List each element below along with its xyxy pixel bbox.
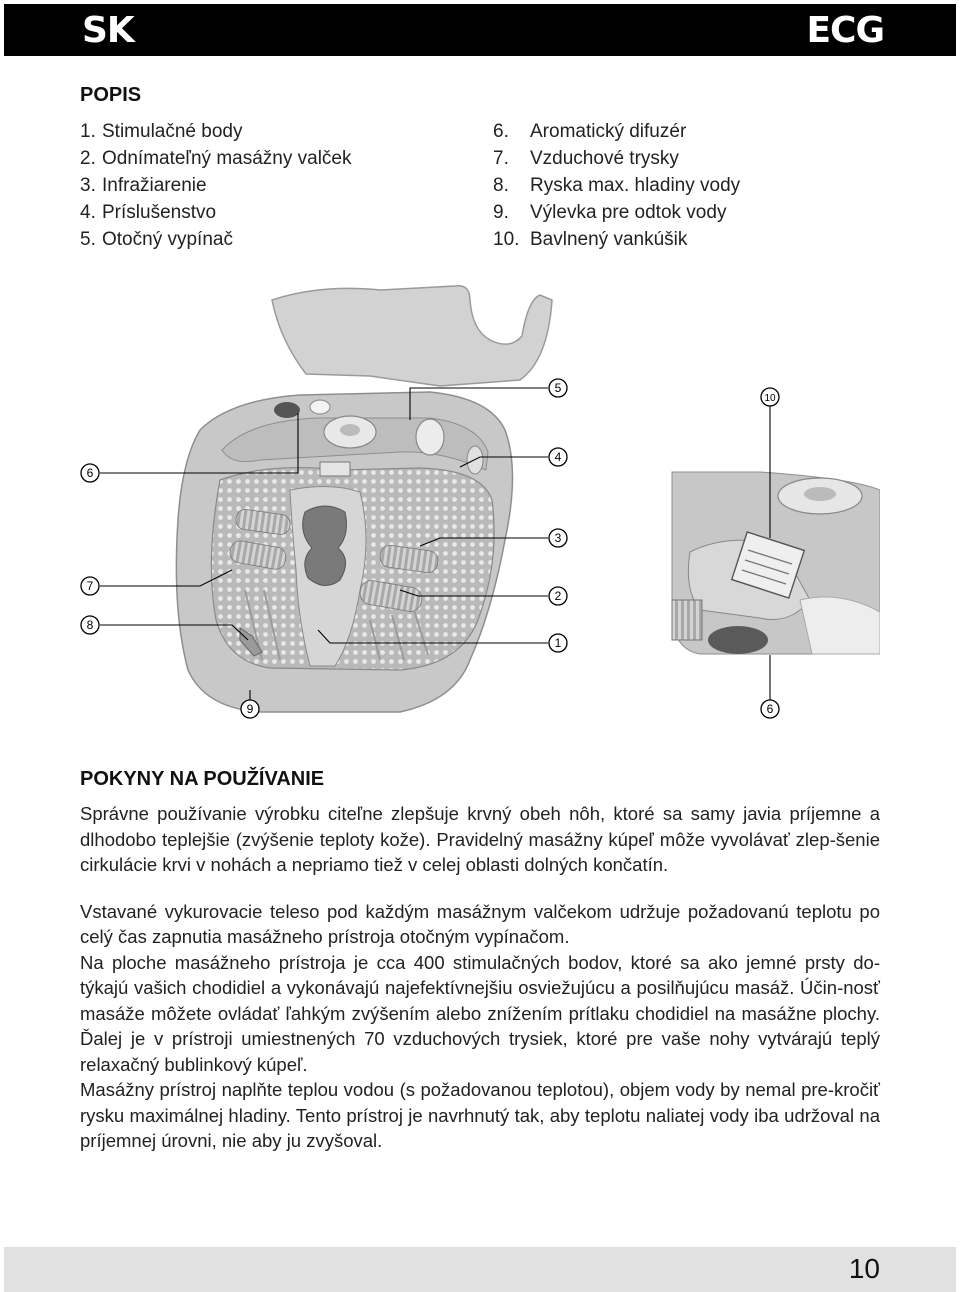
callout-6b: [761, 700, 779, 718]
page-number: 10: [848, 1253, 880, 1284]
paragraph: Vstavané vykurovacie teleso pod každým masážnym valčekom udržuje požadovanú teplotu po celý čas zapnutia masážneho prístroja otočným vypínačom.: [80, 900, 880, 947]
svg-text:7: 7: [86, 579, 94, 593]
parts-list-left: [80, 118, 351, 253]
instructions-body: [80, 801, 880, 1154]
svg-text:5: 5: [554, 381, 562, 395]
page-header: [4, 4, 956, 56]
callout-6a: [81, 464, 99, 482]
list-item: 5. Otočný vypínač: [80, 229, 233, 250]
svg-text:1: 1: [554, 636, 562, 650]
callout-10: [761, 388, 779, 406]
callout-1: [549, 634, 567, 652]
callout-5: [549, 379, 567, 397]
section-title-popis: POPIS: [80, 84, 142, 106]
list-item: 1. Stimulačné body: [80, 121, 243, 142]
foot-spa-main-view: [176, 286, 552, 712]
svg-text:6: 6: [766, 702, 774, 716]
paragraph: Na ploche masážneho prístroja je cca 400 stimulačných bodov, ktoré sa ako jemné prsty do-týkajú vašich chodidiel a vykonávajú najefektívnejšiu osviežujúcu a posilňujúcu masáž. Účin-nosť masáže môžete ovládať ľahkým zvýšením alebo znížením prítlaku chodidiel na masážne plochy. Ďalej je v prístroji umiestnených 70 vzduchových trysiek, ktoré pre vaše nohy vytvárajú teplý relaxačný bublinkový kúpeľ.: [80, 951, 880, 1075]
svg-text:6: 6: [86, 466, 94, 480]
list-item: 3. Infražiarenie: [80, 175, 207, 196]
callout-7: [81, 577, 99, 595]
svg-text:2: 2: [554, 589, 562, 603]
list-item: 10. Bavlnený vankúšik: [493, 229, 688, 250]
list-item: 7. Vzduchové trysky: [493, 148, 679, 169]
list-item: 9. Výlevka pre odtok vody: [493, 202, 727, 223]
svg-text:3: 3: [554, 531, 562, 545]
language-code: SK: [82, 10, 134, 51]
paragraph: Správne používanie výrobku citeľne zlepšuje krvný obeh nôh, ktoré sa samy javia príjemne a dlhodobo teplejšie (zvýšenie teploty kože). Pravidelný masážny kúpeľ môže vyvolávať zlep-šenie cirkulácie krvi v nohách a nepriamo tiež v celej oblasti dolných končatín.: [80, 803, 880, 875]
callout-8: [81, 616, 99, 634]
list-item: 2. Odnímateľný masážny valček: [80, 148, 352, 169]
paragraph: Masážny prístroj naplňte teplou vodou (s požadovanou teplotou), objem vody by nemal pre-kročiť rysku maximálnej hladiny. Tento prístroj je navrhnutý tak, aby teplotu naliatej vody iba udržoval na príjemnej úrovni, nie aby ju zvyšoval.: [80, 1079, 880, 1151]
callout-3: [549, 529, 567, 547]
parts-list-right: [493, 118, 740, 253]
page-footer: [4, 1247, 956, 1292]
detail-inset: [668, 472, 880, 654]
brand-logo: ECG: [806, 10, 884, 51]
callout-9: [241, 700, 259, 718]
callout-4: [549, 448, 567, 466]
list-item: 8. Ryska max. hladiny vody: [493, 175, 741, 196]
svg-text:10: 10: [764, 393, 776, 404]
svg-text:9: 9: [246, 702, 254, 716]
svg-text:8: 8: [86, 618, 94, 632]
list-item: 6. Aromatický difuzér: [493, 121, 687, 142]
callout-2: [549, 587, 567, 605]
list-item: 4. Príslušenstvo: [80, 202, 217, 223]
svg-text:4: 4: [554, 450, 562, 464]
foot-spa-illustration: [80, 280, 880, 730]
section-title-pokyny: POKYNY NA POUŽÍVANIE: [80, 768, 325, 790]
